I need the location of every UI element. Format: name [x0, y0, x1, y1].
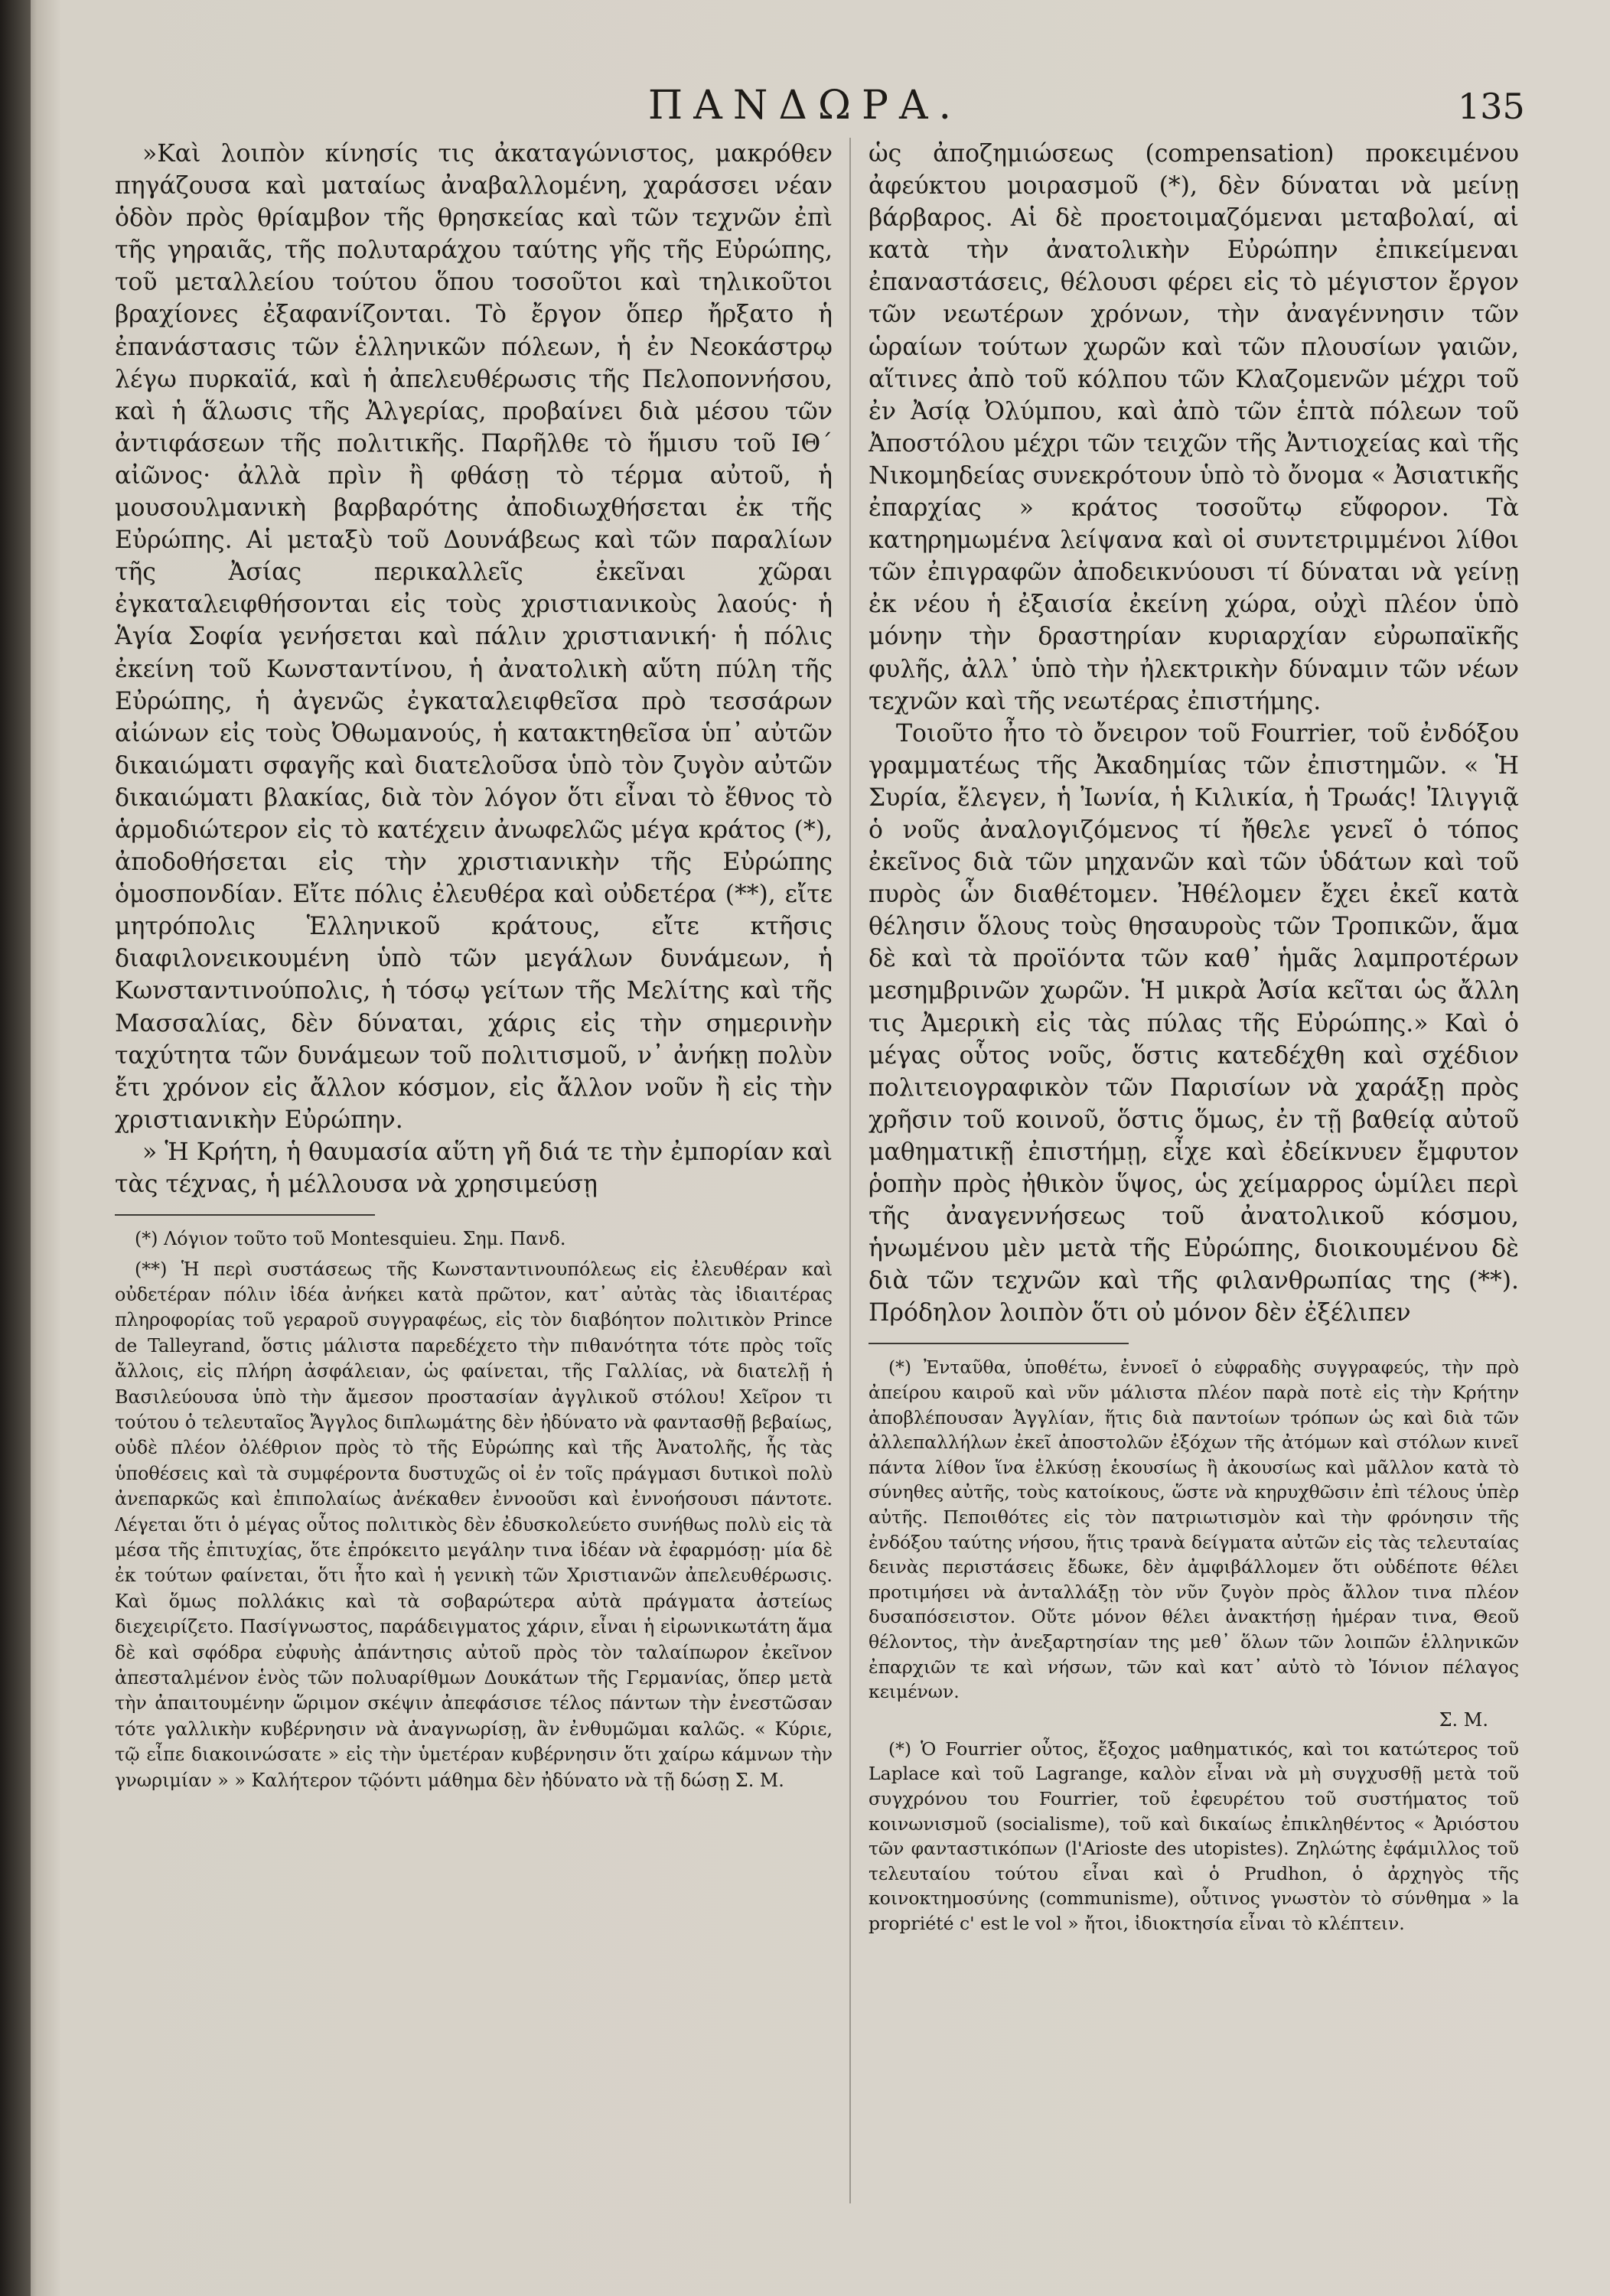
- right-footnote-1: (*) Ἐνταῦθα, ὑποθέτω, ἐννοεῖ ὁ εὐφραδὴς συγγραφεύς, τὴν πρὸ ἀπείρου καιροῦ καὶ νῦν μάλιστα πλέον παρὰ ποτὲ εἰς τὴν Κρήτην ἀποβλέπουσαν Ἀγγλίαν, ἥτις διὰ παντοίων τρόπων ὡς καὶ διὰ τῶν ἀλλεπαλλήλων ἐκεῖ ἀποστολῶν ἐξόχων τῆς ἀτόμων καὶ στόλων κινεῖ πάντα λίθον ἵνα ἑλκύσῃ ἑκουσίως ἢ ἀκουσίως καὶ μᾶλλον κατὰ τὸ σύνηθες αὐτῆς, τοὺς κατοίκους, ὥστε νὰ κηρυχθῶσιν ἐπὶ τέλους ὑπὲρ αὐτῆς. Πεποιθότες εἰς τὸν πατριωτισμὸν καὶ τὴν φρόνησιν τῆς ἐνδόξου ταύτης νήσου, ἥτις τρανὰ δείγματα αὐτῶν εἰς τὰς τελευταίας δεινὰς περιστάσεις ἔδωκε, δὲν ἀμφιβάλλομεν ὅτι οὐδέποτε θέλει προτιμήσει νὰ ἀνταλλάξῃ τὸν νῦν ζυγὸν πρὸς ἄλλον τινα πλέον δυσαπόσειστον. Οὔτε μόνον θέλει ἀνακτήσῃ ἡμέραν τινα, Θεοῦ θέλοντος, τὴν ἀνεξαρτησίαν της μεθ᾽ ὅλων τῶν λοιπῶν ἑλληνικῶν ἐπαρχιῶν τε καὶ νήσων, τῶν καὶ κατ᾽ αὐτὸ τὸ Ἰόνιον πέλαγος κειμένων.: [869, 1356, 1519, 1703]
- page-number: 135: [1458, 86, 1525, 127]
- footnote-rule-right: [869, 1343, 1129, 1344]
- footnote-rule-left: [115, 1214, 375, 1216]
- right-footnote-2: (*) Ὁ Fourrier οὗτος, ἔξοχος μαθηματικός, καὶ τοι κατώτερος τοῦ Laplace καὶ τοῦ Lagrange, καλὸν εἶναι νὰ μὴ συγχυσθῇ μετὰ τοῦ συγχρόνου του Fourrier, τοῦ ἐφευρέτου τοῦ συστήματος τοῦ κοινωνισμοῦ (socialisme), τοῦ καὶ δικαίως ἐπικληθέντος « Ἀριόστου τῶν φανταστικόπων (l'Arioste des utopistes). Ζηλώτης ἐφάμιλλος τοῦ τελευταίου τούτου εἶναι καὶ ὁ Prudhon, ὁ ἀρχηγὸς τῆς κοινοκτημοσύνης (communisme), οὗτινος γνωστὸν τὸ σύνθημα » la propriété c' est le vol » ἤτοι, ἰδιοκτησία εἶναι τὸ κλέπτειν.: [869, 1737, 1519, 1934]
- book-spine: [0, 0, 31, 2296]
- column-divider: [849, 138, 851, 2203]
- running-header-title: ΠΑΝΔΩΡΑ.: [647, 83, 963, 129]
- right-paragraph-1: ὡς ἀποζημιώσεως (compensation) προκειμένου ἀφεύκτου μοιρασμοῦ (*), δὲν δύναται νὰ μείνῃ βάρβαρος. Αἱ δὲ προετοιμαζόμεναι μεταβολαί, αἱ κατὰ τὴν ἀνατολικὴν Εὐρώπην ἐπικείμεναι ἐπαναστάσεις, θέλουσι φέρει εἰς τὸ μέγιστον ἔργον τῶν νεωτέρων χρόνων, τὴν ἀναγέννησιν τῶν ὡραίων τούτων χωρῶν καὶ τῶν πλουσίων γαιῶν, αἵτινες ἀπὸ τοῦ κόλπου τῶν Κλαζομενῶν μέχρι τοῦ ἐν Ἀσίᾳ Ὀλύμπου, καὶ ἀπὸ τῶν ἑπτὰ πόλεων τοῦ Ἀποστόλου μέχρι τῶν τειχῶν τῆς Ἀντιοχείας καὶ τῆς Νικομηδείας συνεκρότουν ὑπὸ τὸ ὄνομα « Ἀσιατικῆς ἐπαρχίας » κράτος τοσοῦτῳ εὔφορον. Τὰ κατηρημωμένα λείψανα καὶ οἱ συντετριμμένοι λίθοι τῶν ἐπιγραφῶν ἀποδεικνύουσι τί δύναται νὰ γείνῃ ἐκ νέου ἡ ἐξαισία ἐκείνη χώρα, οὐχὶ πλέον ὑπὸ μόνην τὴν δραστηρίαν κυριαρχίαν εὐρωπαϊκῆς φυλῆς, ἀλλ᾽ ὑπὸ τὴν ἠλεκτρικὴν δύναμιν τῶν νέων τεχνῶν καὶ τῆς νεωτέρας ἐπιστήμης.: [869, 140, 1519, 715]
- footnote-signature: Σ. Μ.: [1439, 1708, 1488, 1731]
- right-column: [869, 138, 1519, 1941]
- left-footnote-1: (*) Λόγιον τοῦτο τοῦ Montesquieu. Σημ. Πανδ.: [135, 1228, 566, 1250]
- right-paragraph-2: Τοιοῦτο ἦτο τὸ ὄνειρον τοῦ Fourrier, τοῦ ἐνδόξου γραμματέως τῆς Ἀκαδημίας τῶν ἐπιστημῶν. « Ἡ Συρία, ἔλεγεν, ἡ Ἰωνία, ἡ Κιλικία, ἡ Τρωάς! Ἰλιγγιᾷ ὁ νοῦς ἀναλογιζόμενος τί ἤθελε γενεῖ ὁ τόπος ἐκεῖνος διὰ τῶν μηχανῶν καὶ τῶν ὑδάτων καὶ τοῦ πυρὸς ὧν διαθέτομεν. Ἠθέλομεν ἔχει ἐκεῖ κατὰ θέλησιν ὅλους τοὺς θησαυροὺς τῶν Τροπικῶν, ἅμα δὲ καὶ τὰ προϊόντα τῶν καθ᾽ ἡμᾶς λαμπροτέρων μεσημβρινῶν χωρῶν. Ἡ μικρὰ Ἀσία κεῖται ὡς ἄλλη τις Ἀμερικὴ εἰς τὰς πύλας τῆς Εὐρώπης.» Καὶ ὁ μέγας οὗτος νοῦς, ὅστις κατεδέχθη καὶ σχέδιον πολιτειογραφικὸν τῶν Παρισίων νὰ χαράξῃ πρὸς χρῆσιν τοῦ κοινοῦ, ὅστις ὅμως, ἐν τῇ βαθείᾳ αὐτοῦ μαθηματικῇ ἐπιστήμῃ, εἶχε καὶ ἐδείκνυεν ἔμφυτον ῥοπὴν πρὸς ἠθικὸν ὕψος, ὡς χείμαρρος ὡμίλει περὶ τῆς ἀναγεννήσεως τοῦ ἀνατολικοῦ κόσμου, ἡνωμένου μὲν μετὰ τῆς Εὐρώπης, διοικουμένου δὲ διὰ τῶν τεχνῶν καὶ τῆς φιλανθρωπίας της (**). Πρόδηλον λοιπὸν ὅτι οὐ μόνον δὲν ἐξέλιπεν: [869, 719, 1519, 1327]
- left-paragraph-1: »Καὶ λοιπὸν κίνησίς τις ἀκαταγώνιστος, μακρόθεν πηγάζουσα καὶ ματαίως ἀναβαλλομένη, χαράσσει νέαν ὁδὸν πρὸς θρίαμβον τῆς θρησκείας καὶ τῶν τεχνῶν ἐπὶ τῆς γηραιᾶς, τῆς πολυταράχου ταύτης γῆς τῆς Εὐρώπης, τοῦ μεταλλείου τούτου ὅπου τοσοῦτοι καὶ τηλικοῦτοι βραχίονες ἐξαφανίζονται. Τὸ ἔργον ὅπερ ἤρξατο ἡ ἐπανάστασις τῶν ἑλληνικῶν πόλεων, ἡ ἐν Νεοκάστρῳ λέγω πυρκαϊά, καὶ ἡ ἀπελευθέρωσις τῆς Πελοποννήσου, καὶ ἡ ἅλωσις τῆς Ἀλγερίας, προβαίνει διὰ μέσου τῶν ἀντιφάσεων τῆς πολιτικῆς. Παρῆλθε τὸ ἥμισυ τοῦ ΙΘ΄ αἰῶνος· ἀλλὰ πρὶν ἢ φθάσῃ τὸ τέρμα αὐτοῦ, ἡ μουσουλμανικὴ βαρβαρότης ἀποδιωχθήσεται ἐκ τῆς Εὐρώπης. Αἱ μεταξὺ τοῦ Δουνάβεως καὶ τῶν παραλίων τῆς Ἀσίας περικαλλεῖς ἐκεῖναι χῶραι ἐγκαταλειφθήσονται εἰς τοὺς χριστιανικοὺς λαούς· ἡ Ἁγία Σοφία γενήσεται καὶ πάλιν χριστιανική· ἡ πόλις ἐκείνη τοῦ Κωνσταντίνου, ἡ ἀνατολικὴ αὕτη πύλη τῆς Εὐρώπης, ἡ ἀγενῶς ἐγκαταλειφθεῖσα πρὸ τεσσάρων αἰώνων εἰς τοὺς Ὀθωμανούς, ἡ κατακτηθεῖσα ὑπ᾽ αὐτῶν δικαιώματι σφαγῆς καὶ διατελοῦσα ὑπὸ τὸν ζυγὸν αὐτῶν δικαιώματι βλακίας, διὰ τὸν λόγον ὅτι εἶναι τὸ ἔθνος τὸ ἁρμοδιώτερον εἰς τὸ κατέχειν ἀνωφελῶς μέγα κράτος (*), ἀποδοθήσεται εἰς τὴν χριστιανικὴν τῆς Εὐρώπης ὁμοσπονδίαν. Εἴτε πόλις ἐλευθέρα καὶ οὐδετέρα (**), εἴτε μητρόπολις Ἑλληνικοῦ κράτους, εἴτε κτῆσις διαφιλονεικουμένη ὑπὸ τῶν μεγάλων δυνάμεων, ἡ Κωνσταντινούπολις, ἡ τόσῳ γείτων τῆς Μελίτης καὶ τῆς Μασσαλίας, δὲν δύναται, χάρις εἰς τὴν σημερινὴν ταχύτητα τῶν δυνάμεων τοῦ πολιτισμοῦ, ν᾽ ἀνήκῃ πολὺν ἔτι χρόνον εἰς ἄλλον κόσμον, εἰς ἄλλον νοῦν ἢ εἰς τὴν χριστιανικὴν Εὐρώπην.: [115, 140, 833, 1134]
- left-column: [115, 138, 833, 1798]
- left-paragraph-2: » Ἡ Κρήτη, ἡ θαυμασία αὕτη γῆ διά τε τὴν ἐμπορίαν καὶ τὰς τέχνας, ἡ μέλλουσα νὰ χρησιμεύσῃ: [115, 1138, 833, 1198]
- left-footnote-2: (**) Ἡ περὶ συστάσεως τῆς Κωνσταντινουπόλεως εἰς ἐλευθέραν καὶ οὐδετέραν πόλιν ἰδέα ἀνήκει κατὰ πρῶτον, κατ᾽ αὐτὰς τὰς ἰδιαιτέρας πληροφορίας τοῦ γεραροῦ συγγραφέως, εἰς τὸν διαβόητον πολιτικὸν Prince de Talleyrand, ὅστις μάλιστα παρεδέχετο τὴν πιθανότητα τότε πρὸς τοῖς ἄλλοις, εἰς πλήρη ἀσφάλειαν, ὡς φαίνεται, τῆς Γαλλίας, νὰ διατελῇ ἡ Βασιλεύουσα ὑπὸ τὴν ἄμεσον προστασίαν ἀγγλικοῦ στόλου! Χεῖρον τι τούτου ὁ τελευταῖος Ἄγγλος διπλωμάτης δὲν ἠδύνατο νὰ φαντασθῇ βεβαίως, οὐδὲ πλέον ὀλέθριον πρὸς τὸ τῆς Εὐρώπης καὶ τῆς Ἀνατολῆς, ἧς τὰς ὑποθέσεις καὶ τὰ συμφέροντα δυστυχῶς οἱ ἐν τοῖς πράγμασι δυτικοὶ πολὺ ἀνεπαρκῶς καὶ ἐπιπολαίως ἀνέκαθεν ἐννοοῦσι καὶ ἐννοήσουσι πάντοτε. Λέγεται ὅτι ὁ μέγας οὗτος πολιτικὸς δὲν ἐδυσκολεύετο συνήθως πολὺ εἰς τὰ μέσα τῆς ἐπιτυχίας, ὅτε ἐπρόκειτο μεγάλην τινα ἰδέαν νὰ ἐφαρμόσῃ· μία δὲ ἐκ τούτων φαίνεται, ὅτι ἦτο καὶ ἡ γενικὴ τῶν Χριστιανῶν ἀπελευθέρωσις. Καὶ ὅμως πολλάκις καὶ τὰ σοβαρώτερα αὐτὰ πράγματα ἀστείως διεχειρίζετο. Πασίγνωστος, παράδειγματος χάριν, εἶναι ἡ εἰρωνικωτάτη ἅμα δὲ καὶ σφόδρα εὐφυὴς ἀπάντησις αὐτοῦ πρὸς τὸν ταλαίπωρον ἐκεῖνον ἀπεσταλμένον ἑνὸς τῶν πολυαρίθμων Δουκάτων τῆς Γερμανίας, ὅπερ μετὰ τὴν ἀπαιτουμένην ὥριμον σκέψιν ἀπεφάσισε τέλος πάντων τὴν ἐνεστῶσαν τότε γαλλικὴν κυβέρνησιν νὰ ἀναγνωρίσῃ, ἂν ἐνθυμῶμαι καλῶς. « Κύριε, τῷ εἶπε διακοινώσατε » εἰς τὴν ὑμετέραν κυβέρνησιν ὅτι χαίρω κάμνων τὴν γνωριμίαν » » Καλήτερον τῷόντι μάθημα δὲν ἠδύνατο νὰ τῇ δώσῃ Σ. Μ.: [115, 1258, 833, 1791]
